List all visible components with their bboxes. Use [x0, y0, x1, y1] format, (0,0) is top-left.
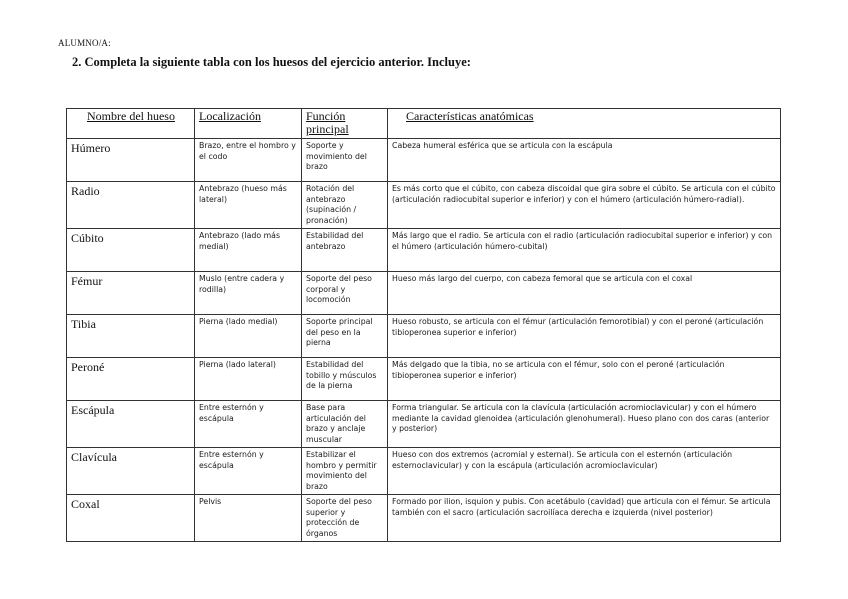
features-cell: Más largo que el radio. Se articula con el radio (articulación radiocubital superior e inferior) y con el húmero (articulación húmero-cubital): [388, 229, 781, 272]
table-row: [67, 272, 781, 315]
function-cell: Base para articulación del brazo y anclaje muscular: [302, 401, 388, 448]
function-cell: Soporte principal del peso en la pierna: [302, 315, 388, 358]
location-cell: Entre esternón y escápula: [195, 448, 302, 495]
features-cell: Es más corto que el cúbito, con cabeza discoidal que gira sobre el cúbito. Se articula con el cúbito (articulación radiocubital superior e inferior) y con el húmero (articulación húmero-radial).: [388, 182, 781, 229]
bone-name-cell: Coxal: [67, 495, 195, 542]
header-location: Localización: [195, 109, 302, 139]
location-cell: Pelvis: [195, 495, 302, 542]
student-name-label: ALUMNO/A:: [58, 38, 111, 48]
table-row: [67, 315, 781, 358]
features-cell: Forma triangular. Se articula con la clavícula (articulación acromioclavicular) y con el húmero mediante la cavidad glenoidea (articulación glenohumeral). Hueso plano con dos caras (anterior y posterior): [388, 401, 781, 448]
function-cell: Estabilidad del tobillo y músculos de la pierna: [302, 358, 388, 401]
function-cell: Soporte del peso superior y protección de órganos: [302, 495, 388, 542]
location-cell: Pierna (lado lateral): [195, 358, 302, 401]
features-cell: Más delgado que la tibia, no se articula con el fémur, solo con el peroné (articulación tibioperonea superior e inferior): [388, 358, 781, 401]
exercise-instruction: 2. Completa la siguiente tabla con los huesos del ejercicio anterior. Incluye:: [72, 55, 471, 69]
features-cell: Hueso robusto, se articula con el fémur (articulación femorotibial) y con el peroné (articulación tibioperonea superior e inferior): [388, 315, 781, 358]
table-row: [67, 448, 781, 495]
function-cell: Soporte y movimiento del brazo: [302, 139, 388, 182]
location-cell: Pierna (lado medial): [195, 315, 302, 358]
features-cell: Hueso más largo del cuerpo, con cabeza femoral que se articula con el coxal: [388, 272, 781, 315]
bone-name-cell: Húmero: [67, 139, 195, 182]
function-cell: Estabilidad del antebrazo: [302, 229, 388, 272]
features-cell: Hueso con dos extremos (acromial y esternal). Se articula con el esternón (articulación esternoclavicular) y con la escápula (articulación acromioclavicular): [388, 448, 781, 495]
table-row: [67, 495, 781, 542]
bones-table: [66, 108, 781, 542]
features-cell: Cabeza humeral esférica que se articula con la escápula: [388, 139, 781, 182]
table-header-row: [67, 109, 781, 139]
function-cell: Estabilizar el hombro y permitir movimiento del brazo: [302, 448, 388, 495]
bone-name-cell: Radio: [67, 182, 195, 229]
bone-name-cell: Clavícula: [67, 448, 195, 495]
features-cell: Formado por ilion, isquion y pubis. Con acetábulo (cavidad) que articula con el fémur. Se articula también con el sacro (articulación sacroilíaca derecha e izquierda (nivel posterior): [388, 495, 781, 542]
header-features: Características anatómicas: [388, 109, 781, 139]
location-cell: Antebrazo (hueso más lateral): [195, 182, 302, 229]
header-bone-name: Nombre del hueso: [67, 109, 195, 139]
header-function: Función principal: [302, 109, 388, 139]
bone-name-cell: Fémur: [67, 272, 195, 315]
bone-name-cell: Peroné: [67, 358, 195, 401]
bone-name-cell: Cúbito: [67, 229, 195, 272]
location-cell: Muslo (entre cadera y rodilla): [195, 272, 302, 315]
table-row: [67, 229, 781, 272]
bone-name-cell: Tibia: [67, 315, 195, 358]
location-cell: Antebrazo (lado más medial): [195, 229, 302, 272]
table-row: [67, 182, 781, 229]
bone-name-cell: Escápula: [67, 401, 195, 448]
table-row: [67, 358, 781, 401]
location-cell: Entre esternón y escápula: [195, 401, 302, 448]
location-cell: Brazo, entre el hombro y el codo: [195, 139, 302, 182]
function-cell: Rotación del antebrazo (supinación / pronación): [302, 182, 388, 229]
function-cell: Soporte del peso corporal y locomoción: [302, 272, 388, 315]
table-body: [67, 139, 781, 542]
table-row: [67, 401, 781, 448]
table-row: [67, 139, 781, 182]
